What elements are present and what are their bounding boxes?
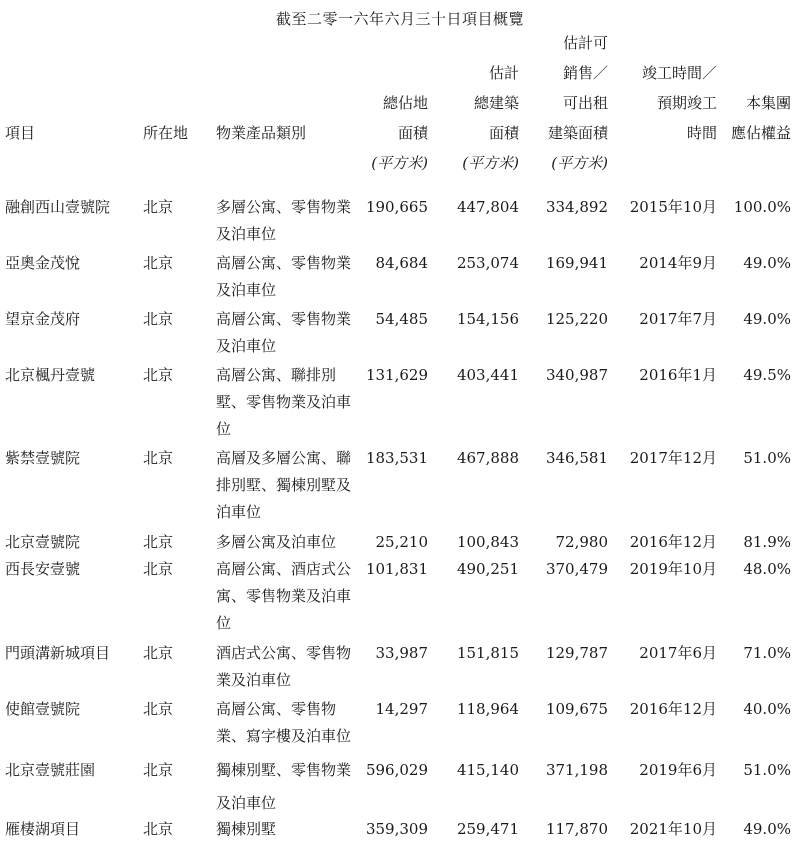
attributable-interest: 49.0% [743,310,791,328]
header-completion [642,58,717,148]
saleable-area: 169,941 [545,254,608,272]
completion-date: 2016年12月 [629,533,717,551]
product-type [216,306,356,360]
gfa: 447,804 [456,198,519,216]
header-interest-line: 本集團 [745,94,791,112]
project-name: 使館壹號院 [5,700,81,718]
completion-date: 2019年6月 [639,761,717,779]
gfa: 467,888 [456,449,519,467]
project-location: 北京 [143,449,174,467]
product-type [216,194,356,248]
project-location: 北京 [143,198,174,216]
site-area: 131,629 [365,366,428,384]
project-name: 西長安壹號 [5,560,81,578]
header-saleable-line: 銷售／ [562,64,608,82]
product-type-line: 位 [216,420,232,438]
completion-date: 2017年6月 [639,644,717,662]
saleable-area: 109,675 [545,700,608,718]
project-name: 亞奧金茂悅 [5,254,81,272]
attributable-interest: 49.0% [743,254,791,272]
header-site-area-unit: (平方米) [371,154,428,172]
saleable-area: 346,581 [545,449,608,467]
attributable-interest: 71.0% [743,644,791,662]
saleable-area: 370,479 [545,560,608,578]
project-name: 北京楓丹壹號 [5,366,96,384]
product-type-line: 及泊車位 [216,337,277,355]
product-type-line: 多層公寓及泊車位 [216,533,337,551]
attributable-interest: 100.0% [733,198,791,216]
project-location: 北京 [143,644,174,662]
attributable-interest: 51.0% [743,449,791,467]
project-name: 融創西山壹號院 [5,198,111,216]
site-area: 190,665 [365,198,428,216]
project-name: 雁棲湖項目 [5,820,81,838]
site-area: 596,029 [365,761,428,779]
project-location: 北京 [143,310,174,328]
project-location: 北京 [143,533,174,551]
project-location: 北京 [143,761,174,779]
saleable-area: 125,220 [545,310,608,328]
site-area: 183,531 [365,449,428,467]
header-gfa-line: 總建築 [473,94,519,112]
saleable-area: 334,892 [545,198,608,216]
attributable-interest: 49.0% [743,820,791,838]
product-type-line: 高層公寓、零售物 [216,700,337,718]
attributable-interest: 51.0% [743,761,791,779]
project-name: 門頭溝新城項目 [5,644,111,662]
header-saleable [548,28,608,178]
product-type-line: 高層公寓、酒店式公 [216,560,352,578]
project-location: 北京 [143,700,174,718]
product-type [216,556,356,637]
product-type [216,445,356,526]
header-gfa-line: 面積 [488,124,519,142]
product-type-line: 及泊車位 [216,281,277,299]
project-name: 北京壹號院 [5,533,81,551]
product-type-line: 業及泊車位 [216,671,292,689]
header-saleable-line: 建築面積 [547,124,608,142]
gfa: 403,441 [456,366,519,384]
product-type-line: 位 [216,614,232,632]
product-type [216,529,356,556]
header-gfa-unit: (平方米) [462,154,519,172]
site-area: 84,684 [375,254,428,272]
gfa: 151,815 [456,644,519,662]
completion-date: 2014年9月 [639,254,717,272]
gfa: 100,843 [456,533,519,551]
product-type-line: 及泊車位 [216,794,277,812]
project-name: 北京壹號莊園 [5,761,96,779]
completion-date: 2016年1月 [639,366,717,384]
completion-date: 2017年12月 [629,449,717,467]
project-location: 北京 [143,820,174,838]
gfa: 154,156 [456,310,519,328]
header-product-type: 物業產品類別 [216,124,307,142]
project-location: 北京 [143,560,174,578]
product-type-line: 高層及多層公寓、聯 [216,449,352,467]
completion-date: 2016年12月 [629,700,717,718]
header-location: 所在地 [143,124,189,142]
header-saleable-line: 可出租 [562,94,608,112]
header-saleable-line: 估計可 [562,34,608,52]
gfa: 253,074 [456,254,519,272]
product-type-line: 酒店式公寓、零售物 [216,644,352,662]
product-type-line: 獨棟別墅、零售物業 [216,761,352,779]
header-completion-line: 竣工時間／ [641,64,717,82]
site-area: 33,987 [375,644,428,662]
product-type-line: 多層公寓、零售物業 [216,198,352,216]
product-type [216,362,356,443]
gfa: 259,471 [456,820,519,838]
product-type-line: 高層公寓、零售物業 [216,310,352,328]
product-type [216,757,356,817]
product-type-line: 業、寫字樓及泊車位 [216,727,352,745]
product-type-line: 寓、零售物業及泊車 [216,587,352,605]
site-area: 25,210 [375,533,428,551]
saleable-area: 340,987 [545,366,608,384]
saleable-area: 117,870 [545,820,608,838]
project-location: 北京 [143,254,174,272]
attributable-interest: 81.9% [743,533,791,551]
header-completion-line: 預期竣工 [656,94,717,112]
saleable-area: 72,980 [555,533,608,551]
product-type [216,640,356,694]
header-completion-line: 時間 [686,124,717,142]
header-gfa [462,58,519,178]
header-saleable-unit: (平方米) [551,154,608,172]
document-title: 截至二零一六年六月三十日項目概覽 [275,10,524,28]
product-type-line: 排別墅、獨棟別墅及 [216,476,352,494]
gfa: 118,964 [456,700,519,718]
saleable-area: 129,787 [545,644,608,662]
project-name: 望京金茂府 [5,310,81,328]
header-project: 項目 [5,124,36,142]
completion-date: 2021年10月 [629,820,717,838]
header-interest [731,88,791,148]
header-site-area-line: 總佔地 [382,94,428,112]
site-area: 14,297 [375,700,428,718]
product-type [216,250,356,304]
site-area: 101,831 [365,560,428,578]
attributable-interest: 40.0% [743,700,791,718]
attributable-interest: 48.0% [743,560,791,578]
project-location: 北京 [143,366,174,384]
gfa: 490,251 [456,560,519,578]
site-area: 359,309 [365,820,428,838]
product-type-line: 獨棟別墅 [216,820,277,838]
gfa: 415,140 [456,761,519,779]
site-area: 54,485 [375,310,428,328]
product-type-line: 高層公寓、聯排別 [216,366,337,384]
product-type-line: 及泊車位 [216,225,277,243]
attributable-interest: 49.5% [743,366,791,384]
completion-date: 2017年7月 [639,310,717,328]
product-type-line: 墅、零售物業及泊車 [216,393,352,411]
project-name: 紫禁壹號院 [5,449,81,467]
product-type-line: 泊車位 [216,503,262,521]
product-type [216,696,356,750]
header-interest-line: 應佔權益 [730,124,791,142]
header-site-area-line: 面積 [397,124,428,142]
header-site-area [371,88,428,178]
product-type-line: 高層公寓、零售物業 [216,254,352,272]
saleable-area: 371,198 [545,761,608,779]
completion-date: 2015年10月 [629,198,717,216]
header-gfa-line: 估計 [488,64,519,82]
product-type [216,816,356,843]
completion-date: 2019年10月 [629,560,717,578]
